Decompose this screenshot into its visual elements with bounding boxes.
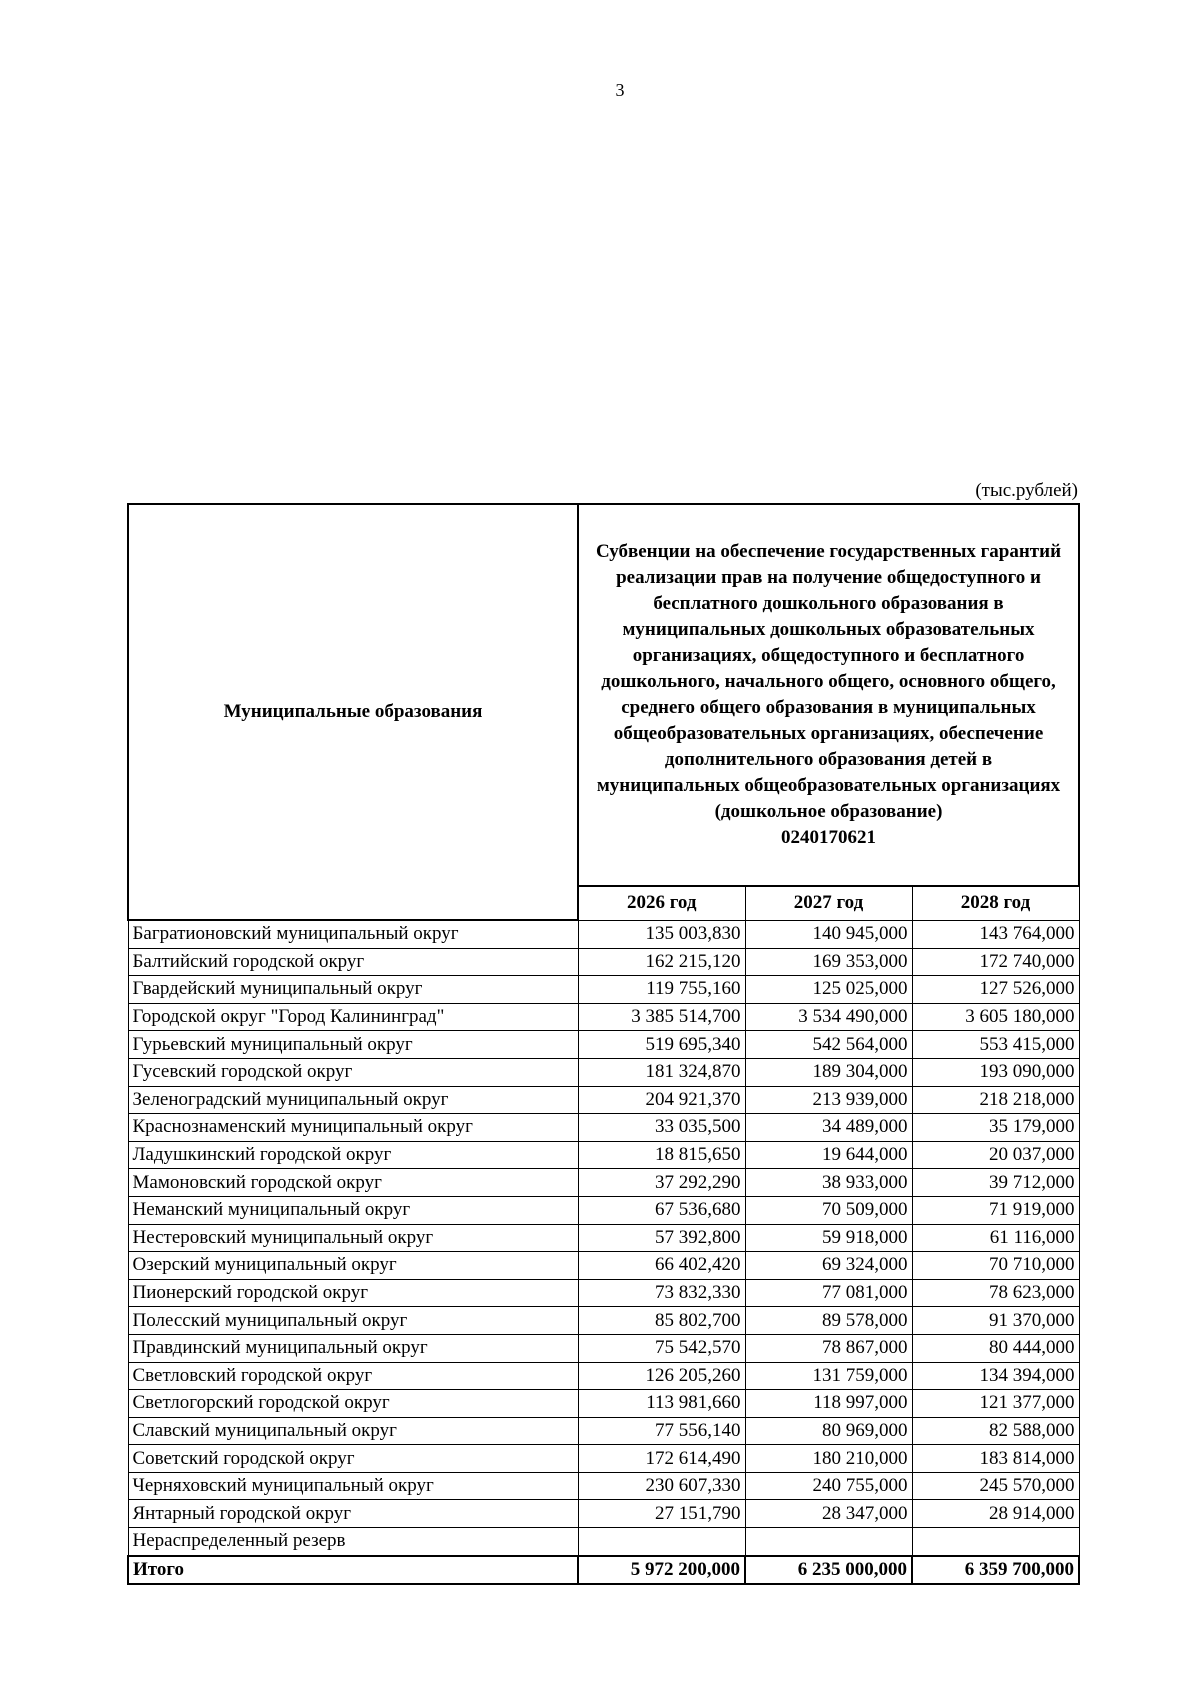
municipality-name: Багратионовский муниципальный округ xyxy=(128,920,578,948)
value-2028: 61 116,000 xyxy=(912,1224,1079,1252)
value-2027: 34 489,000 xyxy=(745,1114,912,1142)
total-2028: 6 359 700,000 xyxy=(912,1556,1079,1585)
value-2027: 80 969,000 xyxy=(745,1417,912,1445)
value-2028: 28 914,000 xyxy=(912,1500,1079,1528)
value-2026: 181 324,870 xyxy=(578,1058,745,1086)
value-2027: 118 997,000 xyxy=(745,1390,912,1418)
table-row xyxy=(128,1390,1079,1418)
value-2026: 57 392,800 xyxy=(578,1224,745,1252)
subvention-title: Субвенции на обеспечение государственных гарантий реализации прав на получение общедоступного и бесплатного дошкольного образования в муниципальных дошкольных образовательных организациях, общедоступного и бесплатного дошкольного, начального общего, основного общего, среднего общего образования в муниципальных общеобразовательных организациях, обеспечение дополнительного образования детей в муниципальных общеобразовательных организациях (дошкольное образование) xyxy=(595,541,1062,823)
municipality-name: Краснознаменский муниципальный округ xyxy=(128,1114,578,1142)
municipality-name: Озерский муниципальный округ xyxy=(128,1252,578,1280)
total-label: Итого xyxy=(128,1556,578,1585)
value-2028: 183 814,000 xyxy=(912,1445,1079,1473)
value-2027: 240 755,000 xyxy=(745,1472,912,1500)
table-row xyxy=(128,1334,1079,1362)
value-2026: 66 402,420 xyxy=(578,1252,745,1280)
value-2026: 77 556,140 xyxy=(578,1417,745,1445)
municipality-name: Неманский муниципальный округ xyxy=(128,1196,578,1224)
value-2028: 78 623,000 xyxy=(912,1279,1079,1307)
table-body xyxy=(128,920,1079,1556)
page-number: 3 xyxy=(615,80,625,100)
value-2028: 39 712,000 xyxy=(912,1169,1079,1197)
year-header-2026: 2026 год xyxy=(578,886,745,920)
value-2028: 71 919,000 xyxy=(912,1196,1079,1224)
value-2027: 140 945,000 xyxy=(745,920,912,948)
total-row xyxy=(128,1556,1079,1585)
value-2028: 218 218,000 xyxy=(912,1086,1079,1114)
municipality-name: Ладушкинский городской округ xyxy=(128,1141,578,1169)
value-2027: 189 304,000 xyxy=(745,1058,912,1086)
municipality-name: Янтарный городской округ xyxy=(128,1500,578,1528)
municipality-name: Мамоновский городской округ xyxy=(128,1169,578,1197)
municipality-name: Пионерский городской округ xyxy=(128,1279,578,1307)
municipality-name: Светловский городской округ xyxy=(128,1362,578,1390)
table-row xyxy=(128,1086,1079,1114)
value-2026: 67 536,680 xyxy=(578,1196,745,1224)
value-2028: 82 588,000 xyxy=(912,1417,1079,1445)
table-row xyxy=(128,920,1079,948)
value-2027: 69 324,000 xyxy=(745,1252,912,1280)
municipality-name: Нераспределенный резерв xyxy=(128,1528,578,1556)
municipality-name: Гурьевский муниципальный округ xyxy=(128,1031,578,1059)
value-2027: 28 347,000 xyxy=(745,1500,912,1528)
table-row xyxy=(128,1224,1079,1252)
value-2026: 18 815,650 xyxy=(578,1141,745,1169)
municipality-name: Правдинский муниципальный округ xyxy=(128,1334,578,1362)
value-2026: 75 542,570 xyxy=(578,1334,745,1362)
value-2026: 37 292,290 xyxy=(578,1169,745,1197)
table-row xyxy=(128,1003,1079,1031)
value-2026: 27 151,790 xyxy=(578,1500,745,1528)
table-row xyxy=(128,1445,1079,1473)
value-2027 xyxy=(745,1528,912,1556)
value-2028: 127 526,000 xyxy=(912,976,1079,1004)
value-2026 xyxy=(578,1528,745,1556)
table-row xyxy=(128,1362,1079,1390)
value-2027: 59 918,000 xyxy=(745,1224,912,1252)
value-2028: 121 377,000 xyxy=(912,1390,1079,1418)
municipality-name: Черняховский муниципальный округ xyxy=(128,1472,578,1500)
table-row xyxy=(128,1114,1079,1142)
table-row xyxy=(128,1196,1079,1224)
value-2027: 3 534 490,000 xyxy=(745,1003,912,1031)
value-2028: 553 415,000 xyxy=(912,1031,1079,1059)
value-2028: 3 605 180,000 xyxy=(912,1003,1079,1031)
value-2028: 172 740,000 xyxy=(912,948,1079,976)
value-2028: 35 179,000 xyxy=(912,1114,1079,1142)
value-2028: 134 394,000 xyxy=(912,1362,1079,1390)
year-header-2027: 2027 год xyxy=(745,886,912,920)
value-2028: 20 037,000 xyxy=(912,1141,1079,1169)
value-2026: 135 003,830 xyxy=(578,920,745,948)
column-header-subventions xyxy=(578,504,1079,886)
table-row xyxy=(128,1252,1079,1280)
value-2026: 73 832,330 xyxy=(578,1279,745,1307)
value-2026: 172 614,490 xyxy=(578,1445,745,1473)
value-2027: 70 509,000 xyxy=(745,1196,912,1224)
municipality-name: Полесский муниципальный округ xyxy=(128,1307,578,1335)
table-row xyxy=(128,1058,1079,1086)
value-2028: 70 710,000 xyxy=(912,1252,1079,1280)
value-2026: 85 802,700 xyxy=(578,1307,745,1335)
municipality-name: Славский муниципальный округ xyxy=(128,1417,578,1445)
value-2028 xyxy=(912,1528,1079,1556)
table-row xyxy=(128,1031,1079,1059)
table-row xyxy=(128,1141,1079,1169)
table-row xyxy=(128,1279,1079,1307)
value-2026: 162 215,120 xyxy=(578,948,745,976)
municipality-name: Гвардейский муниципальный округ xyxy=(128,976,578,1004)
value-2026: 204 921,370 xyxy=(578,1086,745,1114)
value-2026: 113 981,660 xyxy=(578,1390,745,1418)
table-row xyxy=(128,1472,1079,1500)
table-row xyxy=(128,948,1079,976)
municipality-name: Городской округ "Город Калининград" xyxy=(128,1003,578,1031)
value-2026: 33 035,500 xyxy=(578,1114,745,1142)
table-row xyxy=(128,1500,1079,1528)
value-2028: 193 090,000 xyxy=(912,1058,1079,1086)
value-2026: 119 755,160 xyxy=(578,976,745,1004)
value-2027: 213 939,000 xyxy=(745,1086,912,1114)
units-label: (тыс.рублей) xyxy=(975,480,1078,501)
value-2027: 38 933,000 xyxy=(745,1169,912,1197)
municipality-name: Гусевский городской округ xyxy=(128,1058,578,1086)
value-2026: 3 385 514,700 xyxy=(578,1003,745,1031)
budget-code: 0240170621 xyxy=(781,827,877,849)
table-row xyxy=(128,1528,1079,1556)
table-row xyxy=(128,1169,1079,1197)
value-2028: 245 570,000 xyxy=(912,1472,1079,1500)
value-2026: 230 607,330 xyxy=(578,1472,745,1500)
municipality-name: Советский городской округ xyxy=(128,1445,578,1473)
municipality-name: Светлогорский городской округ xyxy=(128,1390,578,1418)
subvention-table xyxy=(127,503,1080,1585)
value-2027: 180 210,000 xyxy=(745,1445,912,1473)
table-row xyxy=(128,1307,1079,1335)
value-2028: 91 370,000 xyxy=(912,1307,1079,1335)
value-2027: 169 353,000 xyxy=(745,948,912,976)
total-2027: 6 235 000,000 xyxy=(745,1556,912,1585)
value-2027: 131 759,000 xyxy=(745,1362,912,1390)
year-header-2028: 2028 год xyxy=(912,886,1079,920)
value-2026: 126 205,260 xyxy=(578,1362,745,1390)
value-2027: 19 644,000 xyxy=(745,1141,912,1169)
municipality-name: Зеленоградский муниципальный округ xyxy=(128,1086,578,1114)
value-2028: 143 764,000 xyxy=(912,920,1079,948)
value-2027: 125 025,000 xyxy=(745,976,912,1004)
table-row xyxy=(128,976,1079,1004)
value-2027: 78 867,000 xyxy=(745,1334,912,1362)
column-header-municipalities: Муниципальные образования xyxy=(128,504,578,920)
value-2028: 80 444,000 xyxy=(912,1334,1079,1362)
value-2027: 89 578,000 xyxy=(745,1307,912,1335)
value-2027: 542 564,000 xyxy=(745,1031,912,1059)
value-2027: 77 081,000 xyxy=(745,1279,912,1307)
value-2026: 519 695,340 xyxy=(578,1031,745,1059)
municipality-name: Балтийский городской округ xyxy=(128,948,578,976)
total-2026: 5 972 200,000 xyxy=(578,1556,745,1585)
municipality-name: Нестеровский муниципальный округ xyxy=(128,1224,578,1252)
table-row xyxy=(128,1417,1079,1445)
table-header-row xyxy=(128,504,1079,886)
